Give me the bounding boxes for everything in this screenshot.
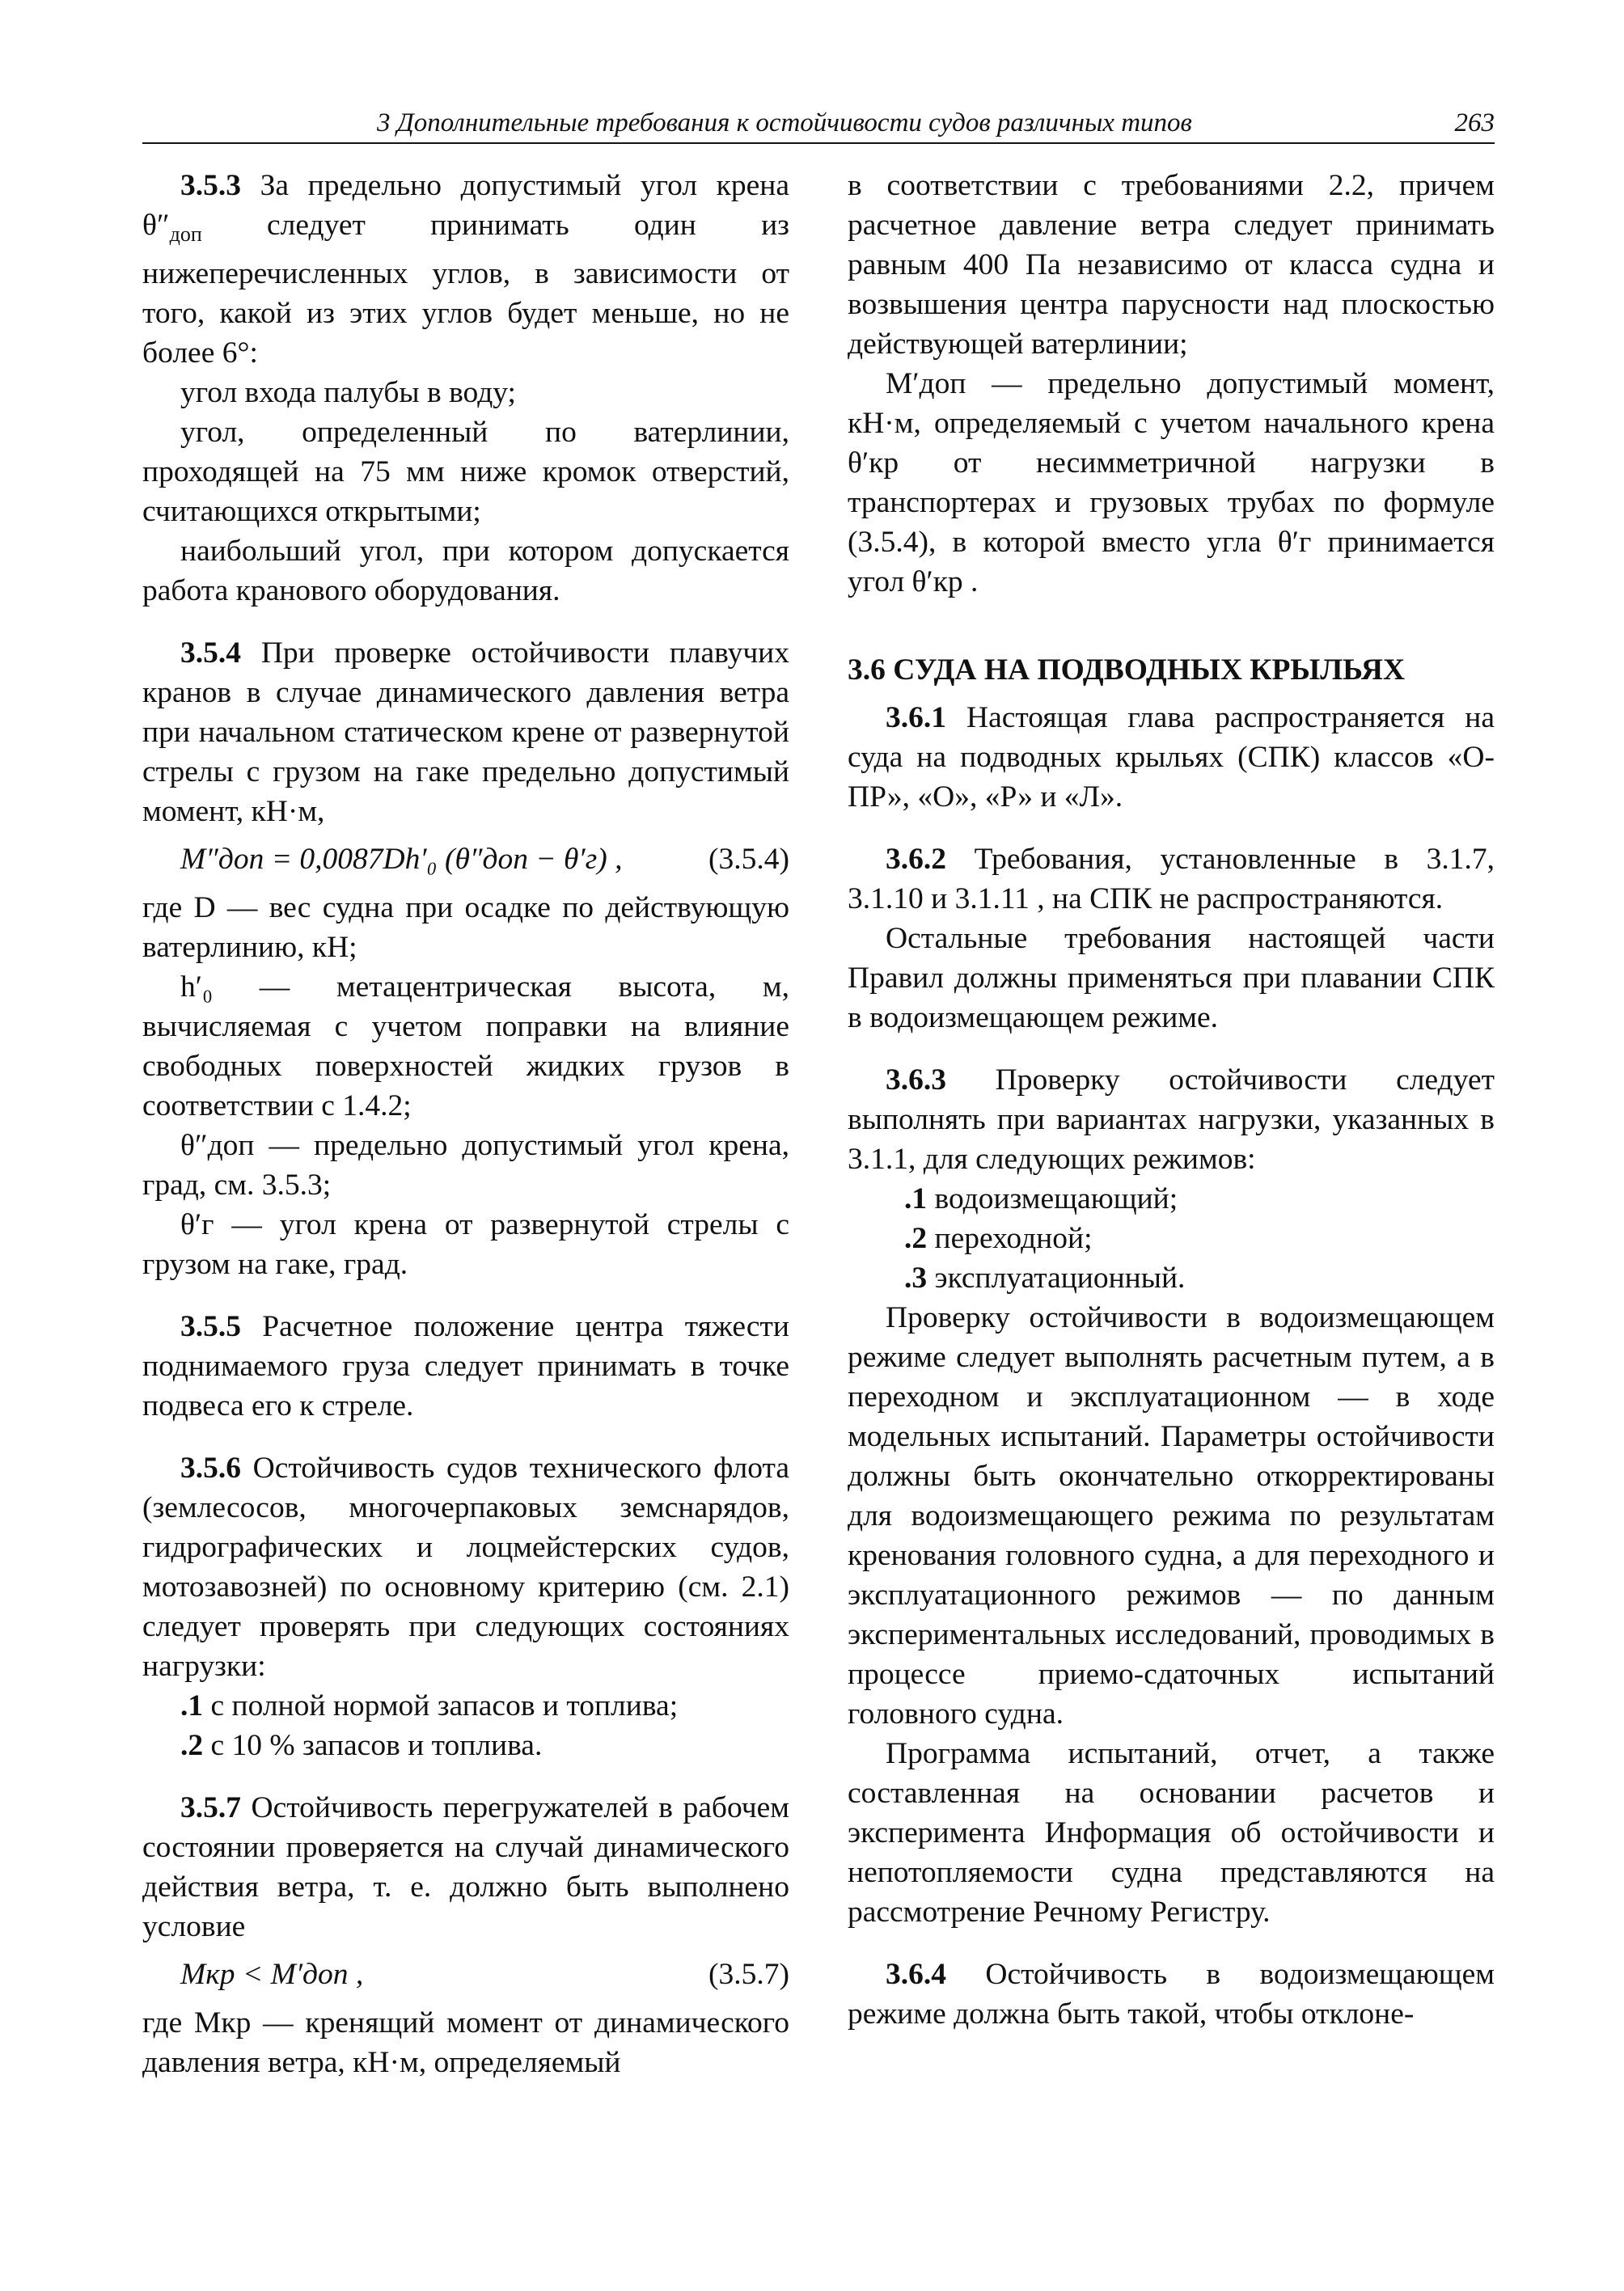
clause-number: 3.5.4 xyxy=(180,636,241,670)
clause-number: 3.6.3 xyxy=(886,1063,946,1097)
right-column xyxy=(848,166,1495,2034)
paragraph-text: Остойчивость перегружателей в рабочем состоянии проверяется на случай динамического действия ветра, т. е. должно быть выполнено условие xyxy=(142,1791,789,1943)
list-item xyxy=(142,1686,789,1726)
list-item: угол, определенный по ватерлинии, проходящей на 75 мм ниже кромок отверстий, считающихся открытыми; xyxy=(142,416,789,528)
paragraph-text: Остойчивость в водоизмещающем режиме должна быть такой, чтобы отклоне- xyxy=(848,1958,1495,2031)
subscript: доп xyxy=(169,222,202,246)
paragraph-text: При проверке остойчивости плавучих кранов в случае динамического давления ветра при начальном статическом крене от развернутой стрелы с грузом на гаке предельно допустимый момент, кН·м, xyxy=(142,636,789,828)
list-number: .2 xyxy=(180,1729,204,1762)
list-item xyxy=(142,1726,789,1765)
definition-theta-g: θ′г — угол крена от развернутой стрелы с грузом на гаке, град. xyxy=(142,1208,789,1281)
formula-3-5-4 xyxy=(142,831,789,888)
formula-text: M″доп = 0,0087Dh′₀ (θ″доп − θ′г) , xyxy=(180,843,623,876)
list-item xyxy=(848,1179,1495,1219)
formula-3-5-7 xyxy=(142,1947,789,2003)
paragraph-text: Требования, установленные в 3.1.7, 3.1.10 и 3.1.11 , на СПК не распространяются. xyxy=(848,843,1495,915)
clause-number: 3.5.3 xyxy=(180,169,241,202)
list-item: наибольший угол, при котором допускается работа кранового оборудования. xyxy=(142,535,789,607)
definition-M-dop: M′доп — предельно допустимый момент, кН·м, определяемый с учетом начального крена θ′кр от несимметричной нагрузки в транспортерах и грузовых трубах по формуле (3.5.4), в которой вместо угла θ′г принимается угол θ′кр . xyxy=(848,367,1495,598)
list-item: угол входа палубы в воду; xyxy=(180,376,516,409)
definition-theta-dop: θ″доп — предельно допустимый угол крена, град, см. 3.5.3; xyxy=(142,1129,789,1202)
list-text: с 10 % запасов и топлива. xyxy=(203,1729,543,1762)
header-title: 3 Дополнительные требования к остойчивости судов различных типов xyxy=(377,108,1192,137)
clause-number: 3.6.4 xyxy=(886,1958,946,1991)
paragraph-text: Проверку остойчивости следует выполнять при вариантах нагрузки, указанных в 3.1.1, для следующих режимов: xyxy=(848,1063,1495,1176)
definition-D: где D — вес судна при осадке по действующую ватерлинию, кН; xyxy=(142,891,789,964)
formula-number: (3.5.4) xyxy=(708,843,789,876)
paragraph-text: Остойчивость судов технического флота (землесосов, многочерпаковых земснарядов, гидрографических и лоцмейстерских судов, мотозавозней) по основному критерию (см. 2.1) следует проверять при следующих состояниях нагрузки: xyxy=(142,1452,789,1683)
paragraph-text: Настоящая глава распространяется на суда на подводных крыльях (СПК) классов «О-ПР», «О», «Р» и «Л». xyxy=(848,701,1495,814)
list-text: водоизмещающий; xyxy=(927,1182,1178,1215)
paragraph-3-6-2 xyxy=(848,839,1495,919)
paragraph-text: Проверку остойчивости в водоизмещающем режиме следует выполнять расчетным путем, а в переходном и эксплуатационном — в ходе модельных испытаний. Параметры остойчивости должны быть окончательно откорректированы для водоизмещающего режима по результатам кренования головного судна, а для переходного и эксплуатационного режимов — по данным экспериментальных исследований, проводимых в процессе приемо-сдаточных испытаний головного судна. xyxy=(848,1301,1495,1731)
paragraph-continuation: в соответствии с требованиями 2.2, причем расчетное давление ветра следует принимать равным 400 Па независимо от класса судна и возвышения центра парусности над плоскостью действующей ватерлинии; xyxy=(848,169,1495,361)
left-column xyxy=(142,166,789,2082)
clause-number: 3.6.1 xyxy=(886,701,946,734)
paragraph-text: Остальные требования настоящей части Правил должны применяться при плавании СПК в водоизмещающем режиме. xyxy=(848,922,1495,1034)
list-number: .3 xyxy=(904,1262,928,1295)
running-header xyxy=(142,105,1495,144)
paragraph-3-5-3 xyxy=(142,166,789,373)
paragraph-text: За предельно допустимый угол крена θ″ xyxy=(142,169,790,242)
formula-number: (3.5.7) xyxy=(708,1958,789,1991)
paragraph-3-5-7 xyxy=(142,1788,789,1947)
paragraph-3-5-5 xyxy=(142,1307,789,1426)
list-item xyxy=(848,1258,1495,1298)
paragraph-text: следует принимать один из нижеперечисленных углов, в зависимости от того, какой из этих углов будет меньше, но не более 6°: xyxy=(142,209,789,370)
paragraph-3-6-3 xyxy=(848,1060,1495,1179)
clause-number: 3.5.7 xyxy=(180,1791,241,1824)
list-item xyxy=(848,1219,1495,1258)
list-text: с полной нормой запасов и топлива; xyxy=(203,1689,679,1722)
clause-number: 3.5.5 xyxy=(180,1310,241,1343)
list-text: эксплуатационный. xyxy=(927,1262,1186,1295)
paragraph-3-5-6 xyxy=(142,1448,789,1686)
list-text: переходной; xyxy=(927,1222,1093,1255)
paragraph-text: Программа испытаний, отчет, а также составленная на основании расчетов и эксперимента Информация об остойчивости и непотопляемости судна представляются на рассмотрение Речному Регистру. xyxy=(848,1737,1495,1929)
list-number: .1 xyxy=(904,1182,928,1215)
clause-number: 3.5.6 xyxy=(180,1452,241,1485)
section-heading: 3.6 СУДА НА ПОДВОДНЫХ КРЫЛЬЯХ xyxy=(848,653,1406,687)
paragraph-text: Расчетное положение центра тяжести поднимаемого груза следует принимать в точке подвеса его к стреле. xyxy=(142,1310,789,1422)
list-number: .2 xyxy=(904,1222,928,1255)
list-number: .1 xyxy=(180,1689,204,1722)
definition-h0: h′₀ — метацентрическая высота, м, вычисляемая с учетом поправки на влияние свободных поверхностей жидких грузов в соответствии с 1.4.2; xyxy=(142,970,789,1122)
clause-number: 3.6.2 xyxy=(886,843,946,876)
formula-text: Mкр < M′доп , xyxy=(180,1958,364,1991)
paragraph-3-5-4 xyxy=(142,633,789,831)
definition-M: где Mкр — кренящий момент от динамического давления ветра, кН·м, определяемый xyxy=(142,2006,789,2079)
paragraph-3-6-4 xyxy=(848,1955,1495,2034)
paragraph-3-6-1 xyxy=(848,698,1495,817)
page-number: 263 xyxy=(1454,108,1495,137)
